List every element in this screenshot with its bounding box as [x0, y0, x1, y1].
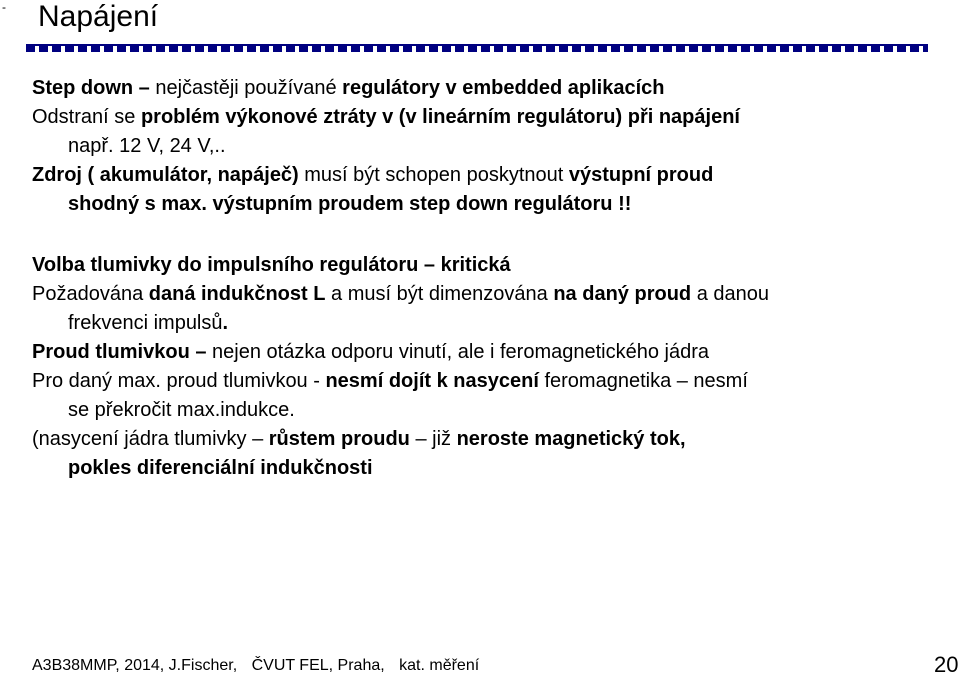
text-span: se překročit max.indukce. [68, 399, 295, 421]
text-span: na daný proud [553, 283, 692, 305]
text-span: neroste magnetický tok, [456, 428, 686, 450]
text-span: Proud tlumivkou – [32, 341, 207, 363]
text-span: Volba tlumivky do impulsního regulátoru – kritická [32, 254, 511, 276]
text-span: shodný s max. výstupním proudem step down regulátoru !! [68, 193, 632, 215]
paragraph-gap [32, 219, 932, 251]
text-span: růstem proudu [268, 428, 410, 450]
footer-course: A3B38MMP, 2014, J.Fischer, [32, 657, 238, 674]
text-span: a danou [691, 283, 769, 305]
paragraph-inductor-current [32, 338, 932, 367]
paragraph-inductance [32, 280, 932, 309]
paragraph-saturation [32, 367, 932, 396]
paragraph-saturation-cont [32, 396, 932, 425]
paragraph-core-saturation-cont [32, 454, 932, 483]
text-span: Odstraní se [32, 106, 141, 128]
footer-department: kat. měření [399, 657, 480, 674]
text-span: (nasycení jádra tlumivky – [32, 428, 269, 450]
text-span: musí být schopen poskytnout [298, 164, 569, 186]
text-span: nejen otázka odporu vinutí, ale i feromagnetického jádra [206, 341, 710, 363]
text-span: frekvenci impulsů [68, 312, 223, 334]
text-span: . [222, 312, 229, 334]
paragraph-inductor-choice [32, 251, 932, 280]
text-span: Zdroj ( akumulátor, napáječ) [32, 164, 299, 186]
footer-credits [32, 656, 479, 676]
paragraph-source [32, 161, 932, 190]
text-span: Požadována [32, 283, 149, 305]
paragraph-step-down [32, 74, 932, 103]
text-span: Step down [32, 77, 134, 99]
text-span: výstupní proud [568, 164, 714, 186]
text-span: např. 12 V, 24 V,.. [68, 135, 226, 157]
footer-institution: ČVUT FEL, Praha, [251, 657, 385, 674]
text-span: feromagnetika – nesmí [538, 370, 748, 392]
text-span: – již [409, 428, 457, 450]
page-number: 20 [934, 652, 959, 677]
paragraph-power-loss-cont [32, 132, 932, 161]
text-span: pokles diferenciální indukčnosti [68, 457, 373, 479]
slide-body [32, 74, 932, 483]
paragraph-power-loss [32, 103, 932, 132]
text-span: problém výkonové ztráty v (v lineárním regulátoru) při napájení [140, 106, 740, 128]
paragraph-core-saturation [32, 425, 932, 454]
text-span: daná indukčnost L [148, 283, 326, 305]
text-span: Pro daný max. proud tlumivkou - [32, 370, 326, 392]
text-span: nesmí dojít k nasycení [325, 370, 539, 392]
paragraph-inductance-cont [32, 309, 932, 338]
text-span: – [133, 77, 156, 99]
corner-mark: - [2, 0, 6, 14]
paragraph-source-cont [32, 190, 932, 219]
text-span: a musí být dimenzována [325, 283, 554, 305]
title-underline [26, 44, 928, 52]
slide-title: Napájení [38, 0, 159, 33]
text-span: regulátory v embedded aplikacích [342, 77, 665, 99]
text-span: nejčastěji používané [155, 77, 343, 99]
